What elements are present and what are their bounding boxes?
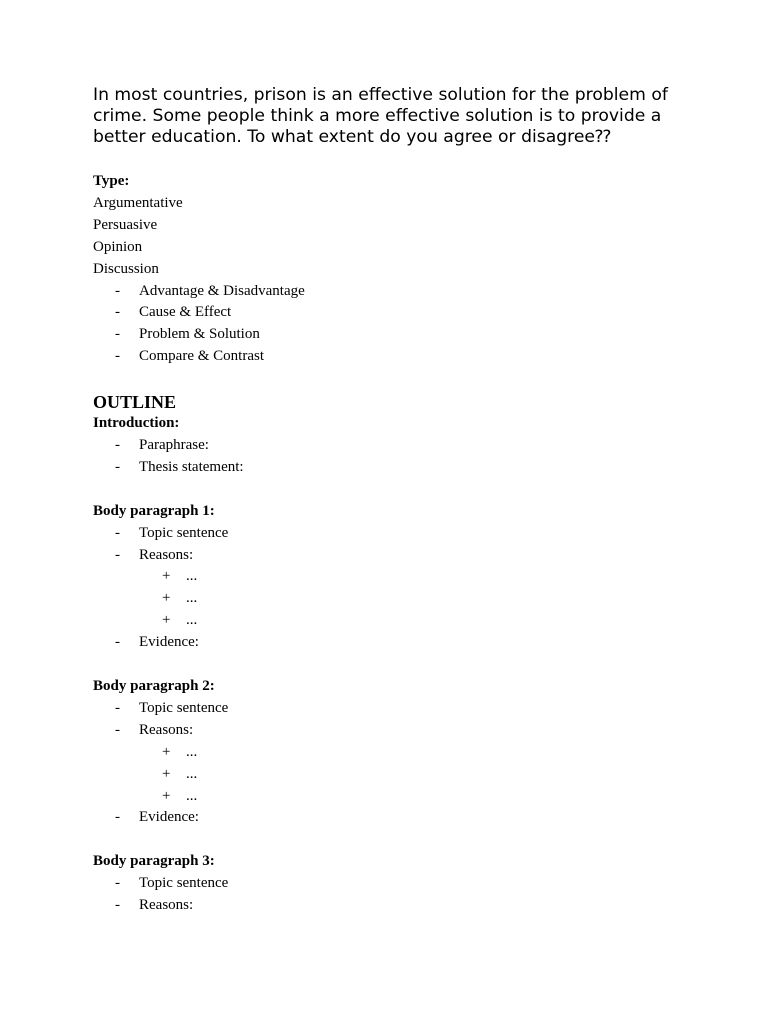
type-item-opinion: Opinion	[93, 238, 143, 255]
reason-placeholder: ...	[186, 568, 198, 585]
dash-marker: -	[115, 282, 120, 299]
type-item-persuasive: Persuasive	[93, 216, 158, 233]
list-item	[93, 324, 693, 346]
reason-placeholder: ...	[186, 787, 198, 804]
list-item	[93, 807, 693, 829]
introduction-label: Introduction:	[93, 415, 180, 432]
body-paragraph-3-label: Body paragraph 3:	[93, 853, 215, 870]
list-item	[93, 302, 693, 324]
outline-section	[93, 413, 693, 917]
outline-title: OUTLINE	[93, 392, 177, 413]
list-item	[93, 632, 693, 654]
discussion-sub-list	[93, 281, 693, 369]
plus-marker: +	[162, 787, 171, 804]
list-item	[93, 742, 693, 764]
list-item	[93, 895, 693, 917]
body-paragraph-1-list	[93, 523, 693, 567]
reasons-item: Reasons:	[139, 897, 194, 914]
dash-marker: -	[115, 348, 120, 365]
sub-item-advantage-disadvantage: Advantage & Disadvantage	[139, 282, 305, 299]
type-item-discussion: Discussion	[93, 260, 159, 277]
list-item	[93, 720, 693, 742]
type-item-argumentative: Argumentative	[93, 194, 183, 211]
dash-marker: -	[115, 458, 120, 475]
list-item	[93, 457, 693, 479]
reason-placeholder: ...	[186, 590, 198, 607]
body-paragraph-1-reasons-list	[93, 566, 693, 632]
prompt-line-1: In most countries, prison is an effective solution for the problem of	[93, 85, 668, 105]
list-item	[93, 698, 693, 720]
body-paragraph-2-list	[93, 698, 693, 742]
list-item	[93, 588, 693, 610]
plus-marker: +	[162, 568, 171, 585]
reasons-item: Reasons:	[139, 546, 194, 563]
dash-marker: -	[115, 699, 120, 716]
dash-marker: -	[115, 634, 120, 651]
list-item	[93, 545, 693, 567]
body-paragraph-2-reasons-list	[93, 742, 693, 808]
topic-sentence-item: Topic sentence	[139, 699, 229, 716]
prompt-line-3: better education. To what extent do you agree or disagree⁇	[93, 127, 611, 147]
essay-prompt	[93, 85, 693, 148]
sub-item-problem-solution: Problem & Solution	[139, 326, 260, 343]
dash-marker: -	[115, 875, 120, 892]
sub-item-compare-contrast: Compare & Contrast	[139, 348, 264, 365]
list-item	[93, 610, 693, 632]
dash-marker: -	[115, 546, 120, 563]
evidence-item: Evidence:	[139, 634, 199, 651]
dash-marker: -	[115, 326, 120, 343]
plus-marker: +	[162, 765, 171, 782]
topic-sentence-item: Topic sentence	[139, 524, 229, 541]
body-paragraph-1-label: Body paragraph 1:	[93, 502, 215, 519]
type-label: Type:	[93, 173, 130, 189]
paraphrase-item: Paraphrase:	[139, 437, 209, 454]
body-paragraph-2-label: Body paragraph 2:	[93, 678, 215, 694]
thesis-statement-item: Thesis statement:	[139, 458, 244, 475]
dash-marker: -	[115, 809, 120, 826]
sub-item-cause-effect: Cause & Effect	[139, 304, 232, 321]
body-paragraph-2-evidence-list	[93, 807, 693, 829]
list-item	[93, 346, 693, 368]
dash-marker: -	[115, 721, 120, 738]
introduction-list	[93, 435, 693, 479]
document-page	[93, 85, 693, 917]
list-item	[93, 523, 693, 545]
evidence-item: Evidence:	[139, 809, 199, 826]
body-paragraph-1-evidence-list	[93, 632, 693, 654]
spacer	[93, 654, 693, 676]
dash-marker: -	[115, 897, 120, 914]
list-item	[93, 786, 693, 808]
list-item	[93, 435, 693, 457]
plus-marker: +	[162, 612, 171, 629]
spacer	[93, 829, 693, 851]
list-item	[93, 764, 693, 786]
plus-marker: +	[162, 590, 171, 607]
dash-marker: -	[115, 437, 120, 454]
body-paragraph-3-list	[93, 873, 693, 917]
dash-marker: -	[115, 524, 120, 541]
plus-marker: +	[162, 743, 171, 760]
spacer	[93, 479, 693, 501]
reason-placeholder: ...	[186, 743, 198, 760]
prompt-line-2: crime. Some people think a more effective solution is to provide a	[93, 106, 662, 126]
topic-sentence-item: Topic sentence	[139, 875, 229, 892]
reasons-item: Reasons:	[139, 721, 194, 738]
type-section	[93, 171, 693, 368]
list-item	[93, 566, 693, 588]
list-item	[93, 281, 693, 303]
reason-placeholder: ...	[186, 765, 198, 782]
dash-marker: -	[115, 304, 120, 321]
reason-placeholder: ...	[186, 612, 198, 629]
list-item	[93, 873, 693, 895]
